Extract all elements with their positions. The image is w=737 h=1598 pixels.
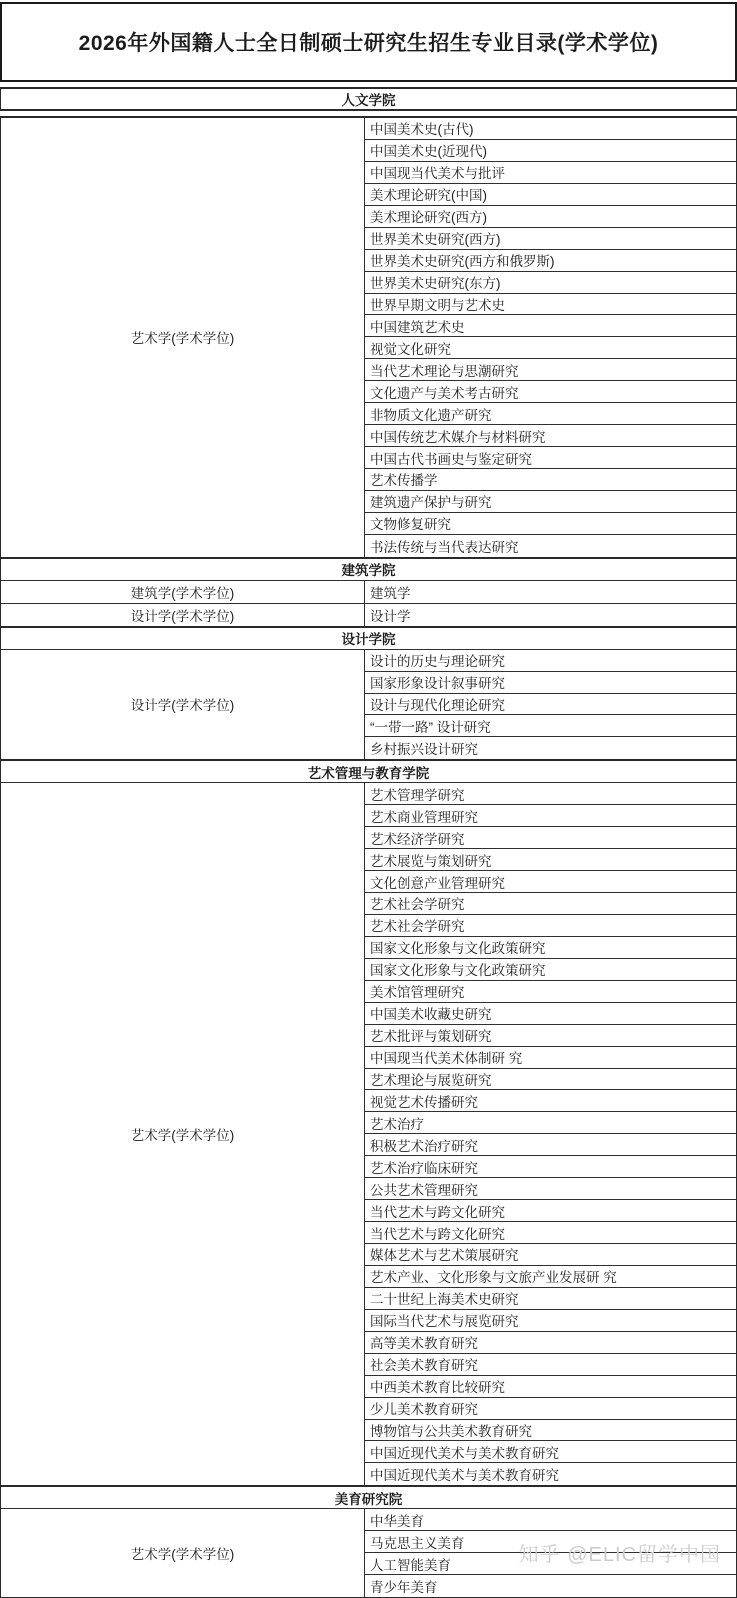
major-row: 视觉文化研究	[365, 337, 736, 359]
degree-groups	[1, 1509, 736, 1597]
degree-groups	[1, 650, 736, 760]
major-row: 中国古代书画史与鉴定研究	[365, 447, 736, 469]
major-row: 艺术理论与展览研究	[365, 1069, 736, 1091]
degree-cell: 设计学(学术学位)	[1, 650, 365, 760]
major-row: 文化创意产业管理研究	[365, 871, 736, 893]
major-row: 博物馆与公共美术教育研究	[365, 1420, 736, 1442]
major-list	[365, 650, 736, 760]
degree-cell: 艺术学(学术学位)	[1, 783, 365, 1485]
college-header: 人文学院	[341, 93, 396, 108]
major-row: 艺术社会学研究	[365, 915, 736, 937]
college-section	[0, 626, 737, 761]
major-row: 文物修复研究	[365, 513, 736, 535]
major-list	[365, 1509, 736, 1597]
major-list	[365, 118, 736, 557]
major-row: 当代艺术与跨文化研究	[365, 1200, 736, 1222]
major-row: 世界美术史研究(西方和俄罗斯)	[365, 250, 736, 272]
major-row: 世界早期文明与艺术史	[365, 294, 736, 316]
degree-cell: 艺术学(学术学位)	[1, 1509, 365, 1597]
college-header: 设计学院	[1, 628, 736, 650]
college-section	[0, 116, 737, 558]
major-row: 国际当代艺术与展览研究	[365, 1310, 736, 1332]
major-row: 美术理论研究(西方)	[365, 206, 736, 228]
catalog-sections	[0, 87, 737, 1598]
degree-group	[1, 783, 736, 1485]
major-row: 积极艺术治疗研究	[365, 1134, 736, 1156]
major-row: 艺术传播学	[365, 469, 736, 491]
major-row: 设计的历史与理论研究	[365, 650, 736, 672]
major-list	[365, 581, 736, 603]
degree-groups	[1, 581, 736, 626]
major-row: 设计与现代化理论研究	[365, 694, 736, 716]
major-row: 中华美育	[365, 1509, 736, 1531]
major-row: 当代艺术与跨文化研究	[365, 1222, 736, 1244]
college-header: 美育研究院	[1, 1487, 736, 1509]
major-row: 艺术治疗	[365, 1112, 736, 1134]
major-row: 国家形象设计叙事研究	[365, 672, 736, 694]
major-row: 青少年美育	[370, 1580, 438, 1596]
major-list	[365, 604, 736, 626]
major-row: 文化遗产与美术考古研究	[365, 381, 736, 403]
degree-group	[1, 604, 736, 626]
major-row: 中国近现代美术与美术教育研究	[370, 1468, 559, 1484]
major-row: 国家文化形象与文化政策研究	[365, 959, 736, 981]
major-row: 建筑遗产保护与研究	[365, 491, 736, 513]
major-row: 中国建筑艺术史	[365, 315, 736, 337]
major-row: 少儿美术教育研究	[365, 1398, 736, 1420]
major-row: 建筑学	[370, 585, 411, 601]
major-row: 艺术产业、文化形象与文旅产业发展研 究	[365, 1266, 736, 1288]
major-row: 媒体艺术与艺术策展研究	[365, 1244, 736, 1266]
major-row: 艺术经济学研究	[365, 827, 736, 849]
major-row: 中国美术收藏史研究	[365, 1003, 736, 1025]
major-row: 艺术展览与策划研究	[365, 849, 736, 871]
degree-group	[1, 1509, 736, 1597]
major-row: 非物质文化遗产研究	[365, 403, 736, 425]
major-row: 社会美术教育研究	[365, 1354, 736, 1376]
degree-cell: 设计学(学术学位)	[1, 604, 365, 626]
degree-groups	[1, 783, 736, 1485]
major-row: 美术理论研究(中国)	[365, 184, 736, 206]
degree-groups	[1, 118, 736, 557]
major-row: 艺术商业管理研究	[365, 805, 736, 827]
major-row: 中国现当代美术与批评	[365, 162, 736, 184]
major-row: 世界美术史研究(西方)	[365, 228, 736, 250]
major-row: 高等美术教育研究	[365, 1332, 736, 1354]
degree-group	[1, 650, 736, 760]
major-list	[365, 783, 736, 1485]
college-header: 艺术管理与教育学院	[1, 761, 736, 783]
major-row: 艺术治疗临床研究	[365, 1156, 736, 1178]
major-row: 马克思主义美育	[365, 1531, 736, 1553]
degree-cell: 艺术学(学术学位)	[1, 118, 365, 557]
degree-group	[1, 581, 736, 604]
major-row: 艺术社会学研究	[365, 893, 736, 915]
major-row: 书法传统与当代表达研究	[370, 539, 519, 555]
major-row: 世界美术史研究(东方)	[365, 272, 736, 294]
major-row: 二十世纪上海美术史研究	[365, 1288, 736, 1310]
college-header: 建筑学院	[1, 559, 736, 581]
degree-group	[1, 118, 736, 557]
major-row: 国家文化形象与文化政策研究	[365, 937, 736, 959]
major-row: 艺术管理学研究	[365, 783, 736, 805]
major-row: 美术馆管理研究	[365, 981, 736, 1003]
major-row: 公共艺术管理研究	[365, 1178, 736, 1200]
major-row: 中国传统艺术媒介与材料研究	[365, 425, 736, 447]
major-row: 中国现当代美术体制研 究	[365, 1047, 736, 1069]
major-row: 乡村振兴设计研究	[370, 742, 478, 758]
major-row: 中国美术史(古代)	[365, 118, 736, 140]
college-section	[0, 557, 737, 627]
college-section	[0, 1485, 737, 1598]
major-row: 中国美术史(近现代)	[365, 140, 736, 162]
degree-cell: 建筑学(学术学位)	[1, 581, 365, 603]
major-row: 艺术批评与策划研究	[365, 1025, 736, 1047]
major-row: 设计学	[370, 608, 411, 624]
college-header-box	[0, 87, 737, 111]
major-row: 视觉艺术传播研究	[365, 1090, 736, 1112]
watermark: 知乎 @ELIC留学中国	[518, 1544, 721, 1566]
major-row: 中国近现代美术与美术教育研究	[365, 1441, 736, 1463]
major-row: “一带一路” 设计研究	[365, 715, 736, 737]
college-section	[0, 759, 737, 1486]
major-row: 人工智能美育	[365, 1553, 736, 1575]
major-row: 当代艺术理论与思潮研究	[365, 359, 736, 381]
major-row: 中西美术教育比较研究	[365, 1376, 736, 1398]
page-title: 2026年外国籍人士全日制硕士研究生招生专业目录(学术学位)	[0, 2, 737, 82]
